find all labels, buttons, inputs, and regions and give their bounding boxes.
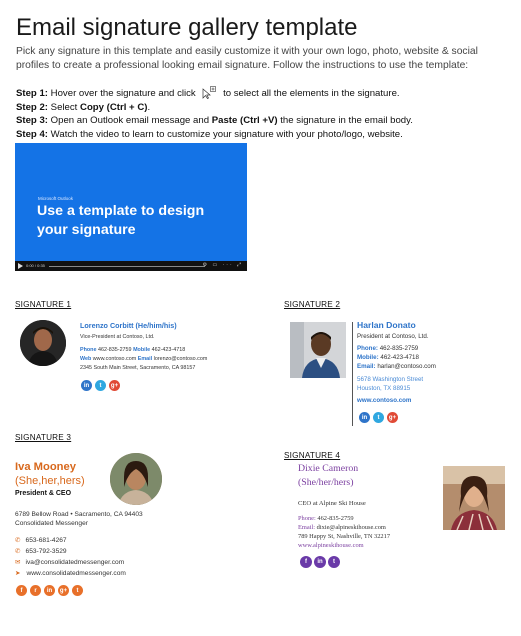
signature-4-heading: SIGNATURE 4: [284, 451, 341, 460]
signature-4-name: Dixie Cameron: [298, 463, 359, 474]
signature-2-divider: [352, 322, 353, 426]
video-controls: [15, 261, 247, 271]
web-link[interactable]: www.contoso.com: [92, 356, 137, 362]
step-label: Step 2:: [16, 101, 48, 113]
phone-value: 653-681-4267: [25, 537, 67, 544]
signature-4-address: 789 Happy St, Nashville, TN 32217: [298, 533, 391, 540]
signature-2-role: President at Contoso, Ltd.: [357, 333, 429, 340]
signature-1-photo: [20, 320, 66, 366]
mobile-phone-icon: ✆: [15, 548, 21, 555]
mobile-value: 462-423-4718: [151, 347, 186, 353]
step-text: .: [147, 101, 151, 113]
step-3: [16, 114, 516, 128]
video-progress-track[interactable]: [49, 266, 205, 267]
step-label: Step 4:: [16, 128, 48, 140]
signature-4-social: [300, 556, 340, 568]
signature-1-address: 2345 South Main Street, Sacramento, CA 98157: [80, 365, 196, 371]
signature-1-social: [81, 380, 120, 391]
page-title: Email signature gallery template: [16, 14, 358, 41]
twitter-icon[interactable]: t: [72, 585, 83, 596]
rss-icon[interactable]: r: [30, 585, 41, 596]
label: Email:: [298, 524, 316, 531]
signature-3-phone-2-line: [15, 548, 67, 557]
email-link[interactable]: lorenzo@contoso.com: [153, 356, 208, 362]
phone-icon: ✆: [15, 537, 21, 544]
label: Phone:: [357, 345, 378, 352]
linkedin-icon[interactable]: in: [359, 412, 370, 423]
step-shortcut: Copy (Ctrl + C): [80, 101, 148, 113]
signature-2-email-line: [357, 363, 436, 372]
tutorial-video[interactable]: [15, 143, 247, 271]
signature-2-name: Harlan Donato: [357, 320, 416, 330]
email-link[interactable]: iva@consolidatedmessenger.com: [25, 559, 125, 566]
signature-1-heading: SIGNATURE 1: [15, 300, 72, 309]
step-text: Open an Outlook email message and: [50, 115, 210, 126]
signature-2-address-2: Houston, TX 88915: [357, 385, 411, 392]
twitter-icon[interactable]: t: [95, 380, 106, 391]
signature-1-contact-line: [80, 346, 185, 355]
facebook-icon[interactable]: f: [16, 585, 27, 596]
signature-4-email-line: [298, 524, 386, 533]
signature-3-website-line: [15, 570, 126, 579]
video-brand: Microsoft Outlook: [38, 196, 74, 201]
phone-value: 462-835-2759: [97, 347, 132, 353]
label: Email:: [357, 363, 376, 370]
video-control-icons[interactable]: ⚙ ▭ ··· ⤢: [202, 262, 243, 268]
signature-3-photo: [110, 453, 162, 505]
signature-3-name: Iva Mooney: [15, 461, 76, 473]
step-text: to select all the elements in the signature.: [223, 88, 400, 99]
email-link[interactable]: dixie@alpineskihouse.com: [316, 524, 386, 531]
signature-3-phone-1-line: [15, 537, 67, 546]
phone-value: 653-792-3529: [25, 548, 67, 555]
step-text: Select: [50, 101, 78, 113]
signature-2-phone-line: [357, 345, 418, 354]
signature-4-phone-line: [298, 515, 354, 524]
label: Mobile:: [357, 354, 379, 361]
facebook-icon[interactable]: f: [300, 556, 312, 568]
phone-value: 462-835-2759: [317, 515, 354, 522]
signature-4-website[interactable]: www.alpineskihouse.com: [298, 542, 364, 549]
signature-2-mobile-line: [357, 354, 419, 363]
twitter-icon[interactable]: t: [373, 412, 384, 423]
google-plus-icon[interactable]: g+: [387, 412, 398, 423]
signature-1-contact-line: [80, 355, 207, 364]
google-plus-icon[interactable]: g+: [109, 380, 120, 391]
linkedin-icon[interactable]: in: [81, 380, 92, 391]
signature-2-address-1: 5678 Washington Street: [357, 376, 424, 383]
signature-3-social: [16, 585, 83, 596]
label: Phone: [80, 347, 97, 353]
linkedin-icon[interactable]: in: [44, 585, 55, 596]
cursor-icon: ➤: [15, 570, 21, 577]
signature-3-address: 6789 Bellow Road • Sacramento, CA 94403: [15, 511, 143, 518]
linkedin-icon[interactable]: in: [314, 556, 326, 568]
step-text: the signature in the email body.: [280, 115, 413, 126]
signature-2-social: [359, 412, 398, 423]
envelope-icon: ✉: [15, 559, 21, 566]
step-shortcut: Paste (Ctrl +V): [211, 115, 278, 126]
signature-2-photo: [290, 322, 346, 378]
signature-2-heading: SIGNATURE 2: [284, 300, 341, 309]
step-1: [16, 86, 516, 101]
step-text: Hover over the signature and click: [50, 88, 196, 99]
phone-value: 462-835-2759: [379, 345, 419, 352]
email-link[interactable]: harlan@contoso.com: [377, 363, 436, 370]
steps-list: [16, 86, 516, 141]
signature-3-company: Consolidated Messenger: [15, 520, 88, 527]
signature-3-role: President & CEO: [15, 490, 72, 497]
google-plus-icon[interactable]: g+: [58, 585, 69, 596]
step-text: Watch the video to learn to customize your signature with your photo/logo, website.: [50, 128, 403, 140]
website-link[interactable]: www.consolidatedmessenger.com: [26, 570, 126, 577]
twitter-icon[interactable]: t: [328, 556, 340, 568]
step-2: [16, 101, 516, 115]
label: Web: [80, 356, 92, 362]
step-label: Step 1:: [16, 88, 48, 99]
signature-4-photo: [443, 466, 505, 530]
step-label: Step 3:: [16, 115, 48, 126]
signature-3-email-line: [15, 559, 124, 568]
step-4: [16, 128, 516, 142]
signature-4-role: CEO at Alpine Ski House: [298, 500, 366, 507]
video-time: 0:00 / 0:35: [26, 263, 45, 268]
signature-2-website[interactable]: www.contoso.com: [357, 397, 412, 404]
signature-3-heading: SIGNATURE 3: [15, 433, 72, 442]
mobile-value: 462-423-4718: [380, 354, 419, 361]
cursor-select-icon: [202, 86, 216, 99]
signature-3-pronouns: (She,her,hers): [15, 475, 85, 487]
signature-1-name: Lorenzo Corbitt (He/him/his): [80, 321, 177, 330]
signature-4-pronouns: (She/her/hers): [298, 477, 354, 488]
label: Phone:: [298, 515, 316, 522]
signature-1-role: Vice-President at Contoso, Ltd.: [80, 334, 155, 340]
label: Mobile: [133, 347, 151, 353]
label: Email: [137, 356, 153, 362]
video-title: Use a template to design your signature: [37, 203, 205, 238]
intro-text: Pick any signature in this template and easily customize it with your own logo, photo, website & social profiles to create a professional looking email signature. Follow the instructions to use the template:: [16, 46, 478, 71]
play-icon[interactable]: [18, 263, 23, 269]
